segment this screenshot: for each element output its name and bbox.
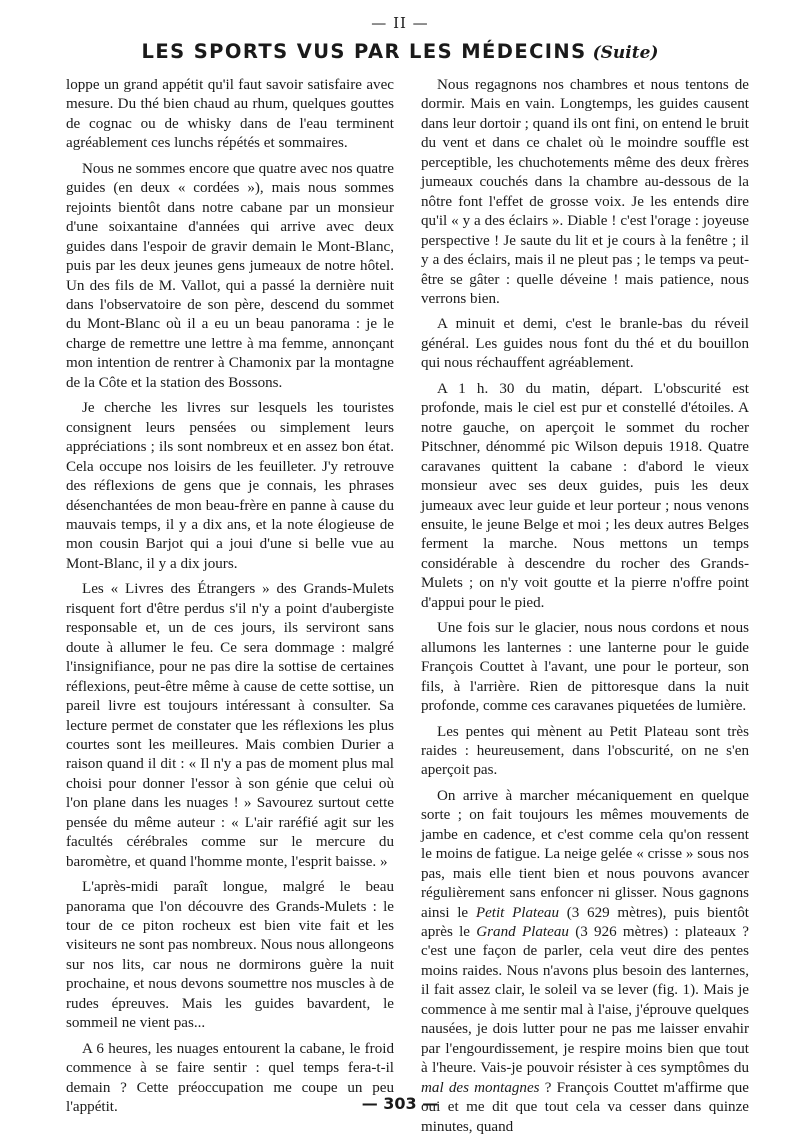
text-run: (3 629 mètres), puis bientôt après le	[421, 904, 749, 941]
text-run: (3 926 mètres) : plateaux ? c'est une façon de parler, cela veut dire des pentes moins raides. Nous n'avons plus besoin des lanternes, il fait assez clair, le soleil va se lever (fig. 1). Mais je commence à me sentir mal à l'aise, j'éprouve quelques nausées, je dois lutter pour ne pas me laisser envahir par l'engourdissement, je respire moins bien que tout à l'heure. Vais-je pouvoir résister à ces symptômes du	[421, 924, 750, 1077]
paragraph: Une fois sur le glacier, nous nous cordons et nous allumons les lanternes : une lanterne pour le guide François Couttet à l'avant, une pour le porteur, son fils, à l'arrière. Rien de pittoresque dans la nuit profonde, comme ces caravanes piquetées de lumière.	[421, 620, 749, 715]
italic-term: Petit Plateau	[475, 904, 560, 921]
page-title	[0, 40, 800, 63]
text-run: ? François Couttet m'affirme que oui et me dit que tout cela va cesser dans quinze minutes, quand	[421, 1079, 749, 1135]
paragraph: Nous ne sommes encore que quatre avec nos quatre guides (en deux « cordées »), mais nous sommes rejoints bientôt dans notre cabane par un monsieur d'une soixantaine d'années qui arrive avec deux guides dans l'espoir de gravir demain le Mont-Blanc, puis par les deux jeunes gens jumeaux de notre hôtel. Un des fils de M. Vallot, qui a passé la dernière nuit dans l'observatoire de son père, descend du sommet du Mont-Blanc où il a eu un beau panorama : je le charge de remettre une lettre à ma femme, annonçant mon intention de rentrer à Chamonix par la montagne de la Côte et la station des Bossons.	[66, 160, 394, 391]
text-run: On arrive à marcher mécaniquement en quelque sorte ; on fait toujours les mêmes mouvements de jambe en cadence, et c'est comme cela qu'on ressent le moins de fatigue. La neige gelée « crisse » sous nos pas, mais elle tient bien et nous pouvons avancer régulièrement sans enfoncer ni glisser. Nous gagnons ainsi le	[421, 787, 749, 921]
left-column	[66, 76, 394, 1124]
italic-term: Grand Plateau	[476, 924, 569, 941]
paragraph: Nous regagnons nos chambres et nous tentons de dormir. Mais en vain. Longtemps, les guides causent dans leur dortoir ; quand ils ont fini, on entend le bruit du vent et dans ce chalet où le moindre souffle est perceptible, les chuchotements même des deux frères jumeaux couchés dans la chambre au-dessous de la nôtre font l'effet de grosse voix. Je les entends dire qu'il « y a des éclairs ». Diable ! c'est l'orage : joyeuse perspective ! Je saute du lit et je cours à la fenêtre ; il y a des éclairs, mais il ne pleut pas ; le temps va peut-être se gâter : quelle déveine ! mais patience, nous verrons bien.	[421, 77, 749, 307]
paragraph: L'après-midi paraît longue, malgré le beau panorama que l'on découvre des Grands-Mulets : le tour de ce piton rocheux est bien vite fait et les visiteurs ne sont pas nombreux. Nous nous allongeons sur nos lits, car nous ne dormirons guère la nuit prochaine, et nous devons soumettre nos muscles à de rudes épreuves. Mais les guides bavardent, le sommeil ne vient pas...	[66, 879, 394, 1032]
paragraph: A 1 h. 30 du matin, départ. L'obscurité est profonde, mais le ciel est pur et constellé d'étoiles. A notre gauche, on aperçoit le sommet du rocher Pitschner, dénommé pic Wilson depuis 1918. Quatre caravanes quittent la cabane : d'abord le vieux monsieur avec ses deux guides, puis les deux jumeaux avec leur guide et leur porteur ; nous venons ensuite, le jeune Belge et moi ; les deux autres Belges ferment la marche. Nous mettons un temps considérable à descendre du rocher des Grands-Mulets ; on n'y voit goutte et la pierre n'offre point d'appui pour le pied.	[421, 380, 749, 611]
paragraph: A minuit et demi, c'est le branle-bas du réveil général. Les guides nous font du thé et du bouillon qui nous réchauffent agréablement.	[421, 316, 749, 372]
italic-term: mal des montagnes	[421, 1079, 540, 1096]
page-number: — 303 —	[361, 1094, 439, 1113]
paragraph: loppe un grand appétit qu'il faut savoir satisfaire avec mesure. Du thé bien chaud au rhum, quelques gouttes de cognac ou de whisky dans de l'eau terminent agréablement ces lunchs répétés et sommaires.	[66, 77, 394, 152]
suite-label: (Suite)	[592, 43, 659, 63]
paragraph: Les pentes qui mènent au Petit Plateau sont très raides : heureusement, dans l'obscurité, on ne s'en aperçoit pas.	[421, 723, 749, 779]
paragraph: Je cherche les livres sur lesquels les touristes consignent leurs pensées ou simplement leurs appréciations ; ils sont nombreux et en assez bon état. Cela occupe nos loisirs de les feuilleter. J'y retrouve des réflexions de gens que je connais, les phrases désenchantées de mon beau-frère en panne à cause du mauvais temps, il y a dix ans, et la note élogieuse de mon cousin Barjot qui a joui d'une si belle vue au Mont-Blanc, il y a dix jours.	[66, 400, 394, 572]
section-marker: — II —	[371, 14, 429, 32]
paragraph	[421, 787, 749, 1137]
paragraph: Les « Livres des Étrangers » des Grands-Mulets risquent fort d'être perdus s'il n'y a point d'aubergiste responsable et, un de ces jours, ils serviront sans doute à allumer le feu. Ce sera dommage : malgré l'insignifiance, pour ne pas dire la sottise de certaines réflexions, peut-être même à cause de cette sottise, un pareil livre est toujours intéressant à consulter. Sa lecture permet de constater que les réflexions les plus courtes sont les meilleures. Mais combien Durier a raison quand il dit : « Il n'y a pas de moment plus mal choisi pour donner l'essor à son génie que celui où l'on plane dans les nuages ! » Savourez surtout cette pensée du même auteur : « L'air raréfié agit sur les facultés cérébrales comme sur le mercure du baromètre, et quand l'homme monte, l'esprit baisse. »	[66, 581, 394, 870]
article-title: LES SPORTS VUS PAR LES MÉDECINS	[141, 40, 587, 63]
paragraph: A 6 heures, les nuages entourent la cabane, le froid commence à se faire sentir : quel temps fera-t-il demain ? Cette préoccupation me coupe un peu l'appétit.	[66, 1040, 394, 1116]
right-column	[421, 76, 749, 1143]
